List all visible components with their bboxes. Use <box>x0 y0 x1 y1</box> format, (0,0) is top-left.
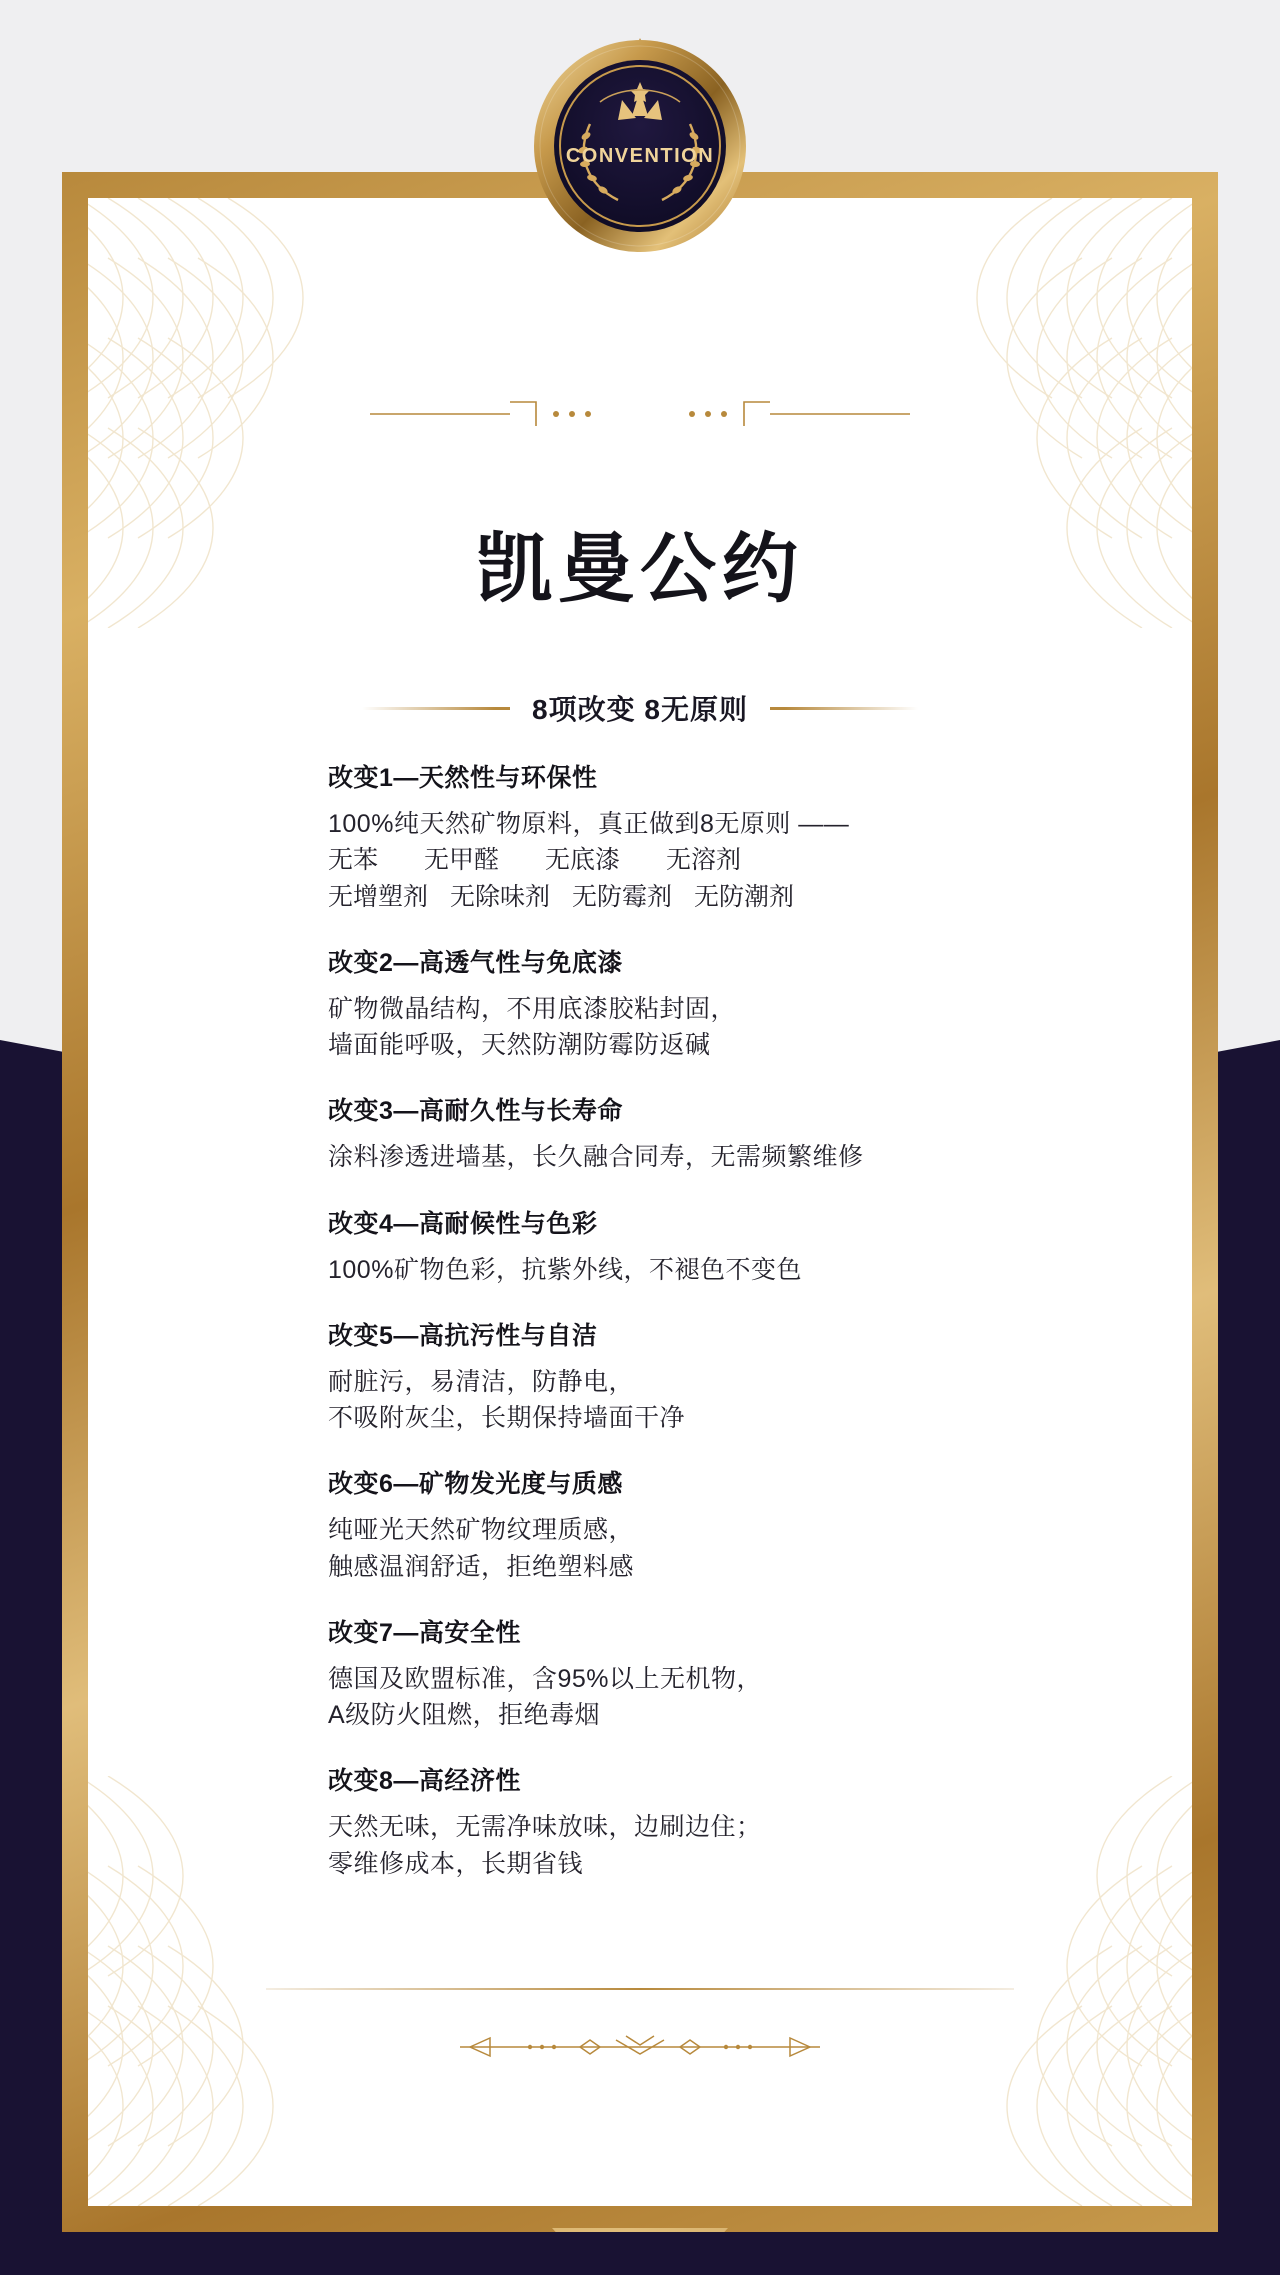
item-line: 墙面能呼吸，天然防潮防霉防返碱 <box>328 1031 711 1059</box>
chip: 无溶剂 <box>666 846 742 875</box>
list-item <box>328 943 1108 1064</box>
subtitle-row <box>88 688 1192 728</box>
item-line: A级防火阻燃，拒绝毒烟 <box>328 1701 601 1729</box>
list-item <box>328 1613 1108 1734</box>
list-item <box>328 1204 1108 1288</box>
page-title: 凯曼公约 <box>476 524 804 613</box>
list-item <box>328 1761 1108 1882</box>
chip: 无防霉剂 <box>572 882 673 911</box>
list-item <box>328 1091 1108 1175</box>
item-chip-row <box>328 879 1108 915</box>
item-line: 涂料渗透进墙基，长久融合同寿，无需频繁维修 <box>328 1143 864 1172</box>
chip: 无防潮剂 <box>694 882 795 911</box>
item-heading: 改变4—高耐候性与色彩 <box>328 1209 598 1238</box>
item-heading: 改变1—天然性与环保性 <box>328 764 598 792</box>
paper-card <box>88 198 1192 2206</box>
item-line: 不吸附灰尘，长期保持墙面干净 <box>328 1404 686 1432</box>
list-item <box>328 758 1108 915</box>
item-chip-row <box>328 842 1108 878</box>
convention-seal-badge <box>532 38 748 254</box>
item-heading: 改变8—高经济性 <box>328 1767 521 1796</box>
seal-label: CONVENTION <box>565 145 715 167</box>
bottom-ornament <box>430 2024 850 2070</box>
bottom-divider <box>266 1988 1014 1990</box>
page-subtitle: 8项改变 8无原则 <box>532 694 748 725</box>
item-line: 天然无味，无需净味放味，边刷边住； <box>328 1813 762 1842</box>
item-line: 100%纯天然矿物原料，真正做到8无原则 —— <box>328 810 850 838</box>
item-line: 触感温润舒适，拒绝塑料感 <box>328 1552 635 1581</box>
item-line: 100%矿物色彩，抗紫外线，不褪色不变色 <box>328 1255 802 1284</box>
subtitle-rule-right <box>770 707 918 710</box>
chip: 无增塑剂 <box>328 882 429 911</box>
subtitle-rule-left <box>362 707 510 710</box>
chip: 无苯 <box>328 846 379 875</box>
item-line: 耐脏污，易清洁，防静电， <box>328 1367 635 1396</box>
chip: 无除味剂 <box>450 882 551 911</box>
chip: 无甲醛 <box>424 846 500 875</box>
list-item <box>328 1316 1108 1437</box>
item-heading: 改变3—高耐久性与长寿命 <box>328 1097 623 1126</box>
item-heading: 改变7—高安全性 <box>328 1618 521 1647</box>
item-line: 矿物微晶结构，不用底漆胶粘封固， <box>328 994 737 1023</box>
item-heading: 改变5—高抗污性与自洁 <box>328 1321 598 1350</box>
top-ornament <box>360 390 920 438</box>
chip: 无底漆 <box>545 846 621 875</box>
item-heading: 改变6—矿物发光度与质感 <box>328 1470 623 1499</box>
item-line: 零维修成本，长期省钱 <box>328 1849 584 1878</box>
item-heading: 改变2—高透气性与免底漆 <box>328 948 623 977</box>
item-line: 纯哑光天然矿物纹理质感， <box>328 1516 635 1545</box>
principles-list <box>328 758 1108 1910</box>
list-item <box>328 1464 1108 1585</box>
item-line: 德国及欧盟标准，含95%以上无机物， <box>328 1664 763 1693</box>
